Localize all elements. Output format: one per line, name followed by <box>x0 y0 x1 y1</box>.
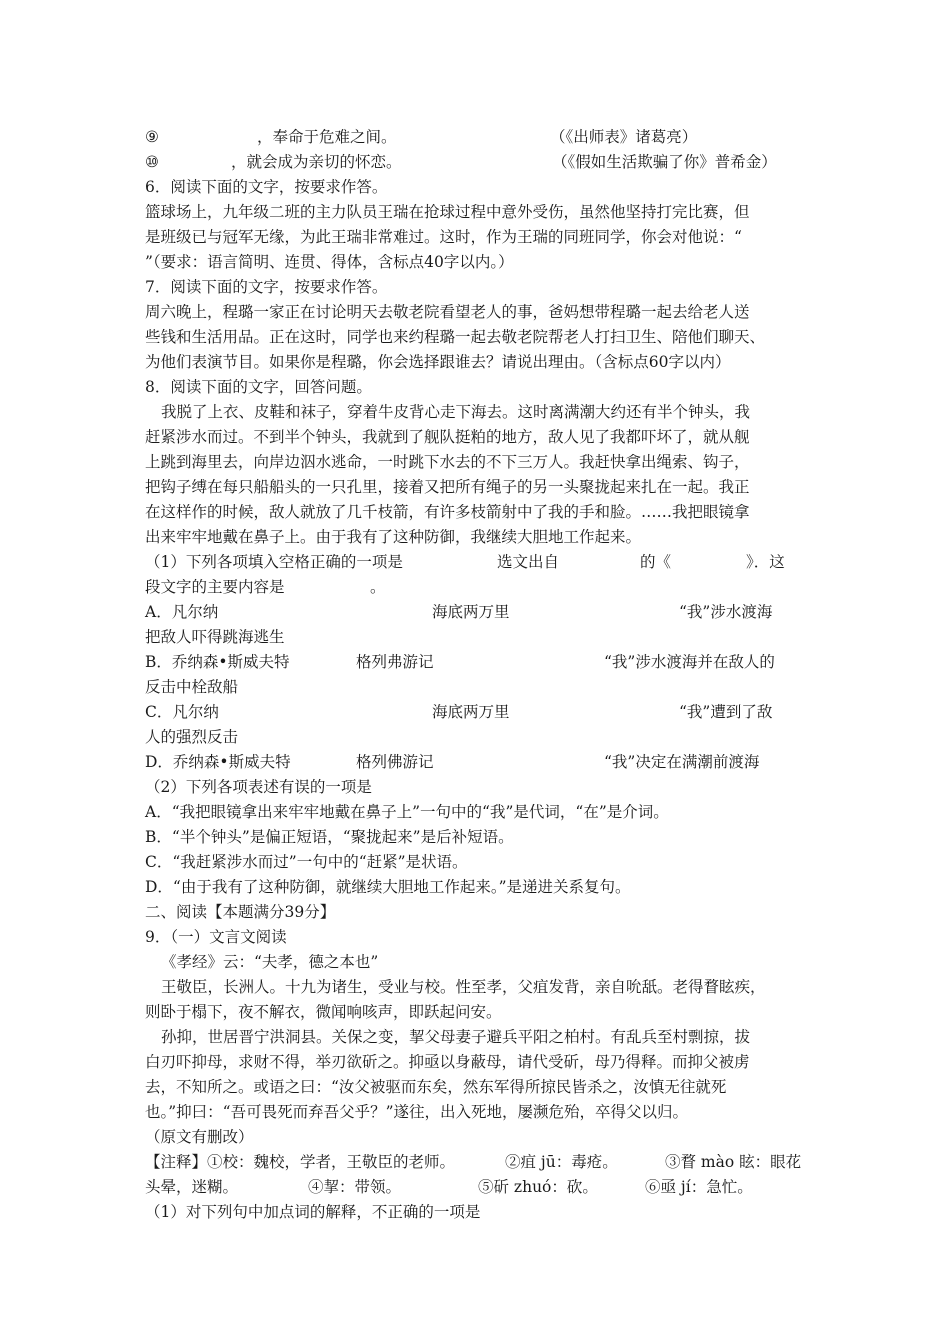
q7-title: 7．阅读下面的文字，按要求作答。 <box>145 278 388 296</box>
q8-passage-line: 在这样作的时候，敌人就放了几千枝箭，有许多枝箭射中了我的手和脸。……我把眼镜拿 <box>145 503 750 521</box>
q6-line: 篮球场上，九年级二班的主力队员王瑞在抢球过程中意外受伤，虽然他坚持打完比赛，但 <box>145 203 750 221</box>
q8-option-c-book: 海底两万里 <box>432 703 510 721</box>
annotation: ②疽 jū：毒疮。 <box>505 1153 618 1171</box>
q8-sub1-stem: （1）下列各项填入空格正确的一项是 <box>145 553 403 571</box>
classical-note: （原文有删改） <box>145 1128 254 1146</box>
q8-option-a-content: “我”涉水渡海 <box>679 603 773 621</box>
q8-option-a: A．凡尔纳 <box>145 603 219 621</box>
part2-title: 二、阅读【本题满分39分】 <box>145 903 336 921</box>
line-number-10: ⑩ <box>145 153 159 171</box>
q6-line: 是班级已与冠军无缘，为此王瑞非常难过。这时，作为王瑞的同班同学，你会对他说：“ <box>145 228 742 246</box>
q6-title: 6．阅读下面的文字，按要求作答。 <box>145 178 388 196</box>
line-10-source: （《假如生活欺骗了你》普希金） <box>552 153 777 171</box>
q8-option-b-content: “我”涉水渡海并在敌人的 <box>604 653 775 671</box>
q8-sub2-option: D．“由于我有了这种防御，就继续大胆地工作起来。”是递进关系复句。 <box>145 878 631 896</box>
q8-option-a-book: 海底两万里 <box>432 603 510 621</box>
q9-title: 9．（一）文言文阅读 <box>145 928 287 946</box>
annotation: ④挈：带领。 <box>308 1178 402 1196</box>
classical-para2-line: 也。”抑曰：“吾可畏死而弃吾父乎？”遂往，出入死地，屡濒危殆，卒得父以归。 <box>145 1103 689 1121</box>
q8-option-d-content: “我”决定在满潮前渡海 <box>604 753 760 771</box>
line-10-text: ，就会成为亲切的怀恋。 <box>231 153 402 171</box>
q8-sub2-option: A．“我把眼镜拿出来牢牢地戴在鼻子上”一句中的“我”是代词，“在”是介词。 <box>145 803 669 821</box>
q8-option-c-cont: 人的强烈反击 <box>145 728 239 746</box>
q7-line: 些钱和生活用品。正在这时，同学也来约程璐一起去敬老院帮老人打扫卫生、陪他们聊天、 <box>145 328 766 346</box>
q7-line: 周六晚上，程璐一家正在讨论明天去敬老院看望老人的事，爸妈想带程璐一起去给老人送 <box>145 303 750 321</box>
q8-option-b-book: 格列弗游记 <box>356 653 434 671</box>
q8-option-b: B．乔纳森•斯威夫特 <box>145 653 290 671</box>
q8-option-a-cont: 把敌人吓得跳海逃生 <box>145 628 285 646</box>
q8-passage-line: 把钩子缚在每只船船头的一只孔里，接着又把所有绳子的另一头聚拢起来扎在一起。我正 <box>145 478 750 496</box>
annotation: 头晕，迷糊。 <box>145 1178 239 1196</box>
q8-title: 8．阅读下面的文字，回答问题。 <box>145 378 372 396</box>
q9-sub1-stem: （1）对下列句中加点词的解释，不正确的一项是 <box>145 1203 481 1221</box>
q8-passage-line: 上跳到海里去，向岸边泅水逃命，一时跳下水去的不下三万人。我赶快拿出绳索、钩子， <box>145 453 750 471</box>
q8-sub1-line2-end: 。 <box>370 578 386 596</box>
annotation: 【注释】①校：魏校，学者，王敬臣的老师。 <box>145 1153 456 1171</box>
classical-heading: 《孝经》云：“夫孝，德之本也” <box>161 953 379 971</box>
line-number-9: ⑨ <box>145 128 159 146</box>
classical-para2-line: 去，不知所之。或语之曰：“汝父被驱而东矣，然东军得所掠民皆杀之，汝慎无往就死 <box>145 1078 727 1096</box>
q8-option-b-cont: 反击中栓敌船 <box>145 678 239 696</box>
q8-option-c-content: “我”遭到了敌 <box>679 703 773 721</box>
classical-para1-line: 王敬臣，长洲人。十九为诸生，受业与校。性至孝，父疽发背，亲自吮舐。老得瞀眩疾， <box>161 978 766 996</box>
q6-line: ”（要求：语言简明、连贯、得体，含标点40字以内。） <box>145 253 514 271</box>
classical-para2-line: 白刃吓抑母，求财不得，举刃欲斫之。抑亟以身蔽母，请代受斫，母乃得释。而抑父被虏 <box>145 1053 750 1071</box>
q8-sub2-option: B．“半个钟头”是偏正短语，“聚拢起来”是后补短语。 <box>145 828 514 846</box>
q8-sub1-blank-text: 》．这 <box>746 553 785 571</box>
classical-para1-line: 则卧于榻下，夜不解衣，微闻响咳声，即跃起问安。 <box>145 1003 502 1021</box>
q8-option-d-book: 格列佛游记 <box>356 753 434 771</box>
annotation: ③瞀 mào 眩：眼花 <box>665 1153 802 1171</box>
q8-sub1-blank-text: 的《 <box>640 553 672 571</box>
q8-sub1-blank-text: 选文出自 <box>497 553 560 571</box>
q8-sub2-option: C．“我赶紧涉水而过”一句中的“赶紧”是状语。 <box>145 853 468 871</box>
classical-para2-line: 孙抑，世居晋宁洪洞县。关保之变，挈父母妻子避兵平阳之柏村。有乱兵至村剽掠，拔 <box>161 1028 751 1046</box>
q8-passage-line: 出来牢牢地戴在鼻子上。由于我有了这种防御，我继续大胆地工作起来。 <box>145 528 642 546</box>
q8-passage-line: 赶紧涉水而过。不到半个钟头，我就到了舰队挺粕的地方，敌人见了我都吓坏了，就从舰 <box>145 428 750 446</box>
annotation: ⑥亟 jí：急忙。 <box>645 1178 753 1196</box>
q7-line: 为他们表演节目。如果你是程璐，你会选择跟谁去？请说出理由。（含标点60字以内） <box>145 353 731 371</box>
q8-passage-line: 我脱了上衣、皮鞋和袜子，穿着牛皮背心走下海去。这时离满潮大约还有半个钟头，我 <box>161 403 751 421</box>
q8-sub2-stem: （2）下列各项表述有误的一项是 <box>145 778 372 796</box>
line-9-source: （《出师表》诸葛亮） <box>550 128 698 146</box>
q8-option-d: D．乔纳森•斯威夫特 <box>145 753 291 771</box>
q8-sub1-line2: 段文字的主要内容是 <box>145 578 285 596</box>
q8-option-c: C．凡尔纳 <box>145 703 219 721</box>
line-9-text: ，奉命于危难之间。 <box>257 128 397 146</box>
annotation: ⑤斫 zhuó：砍。 <box>478 1178 598 1196</box>
